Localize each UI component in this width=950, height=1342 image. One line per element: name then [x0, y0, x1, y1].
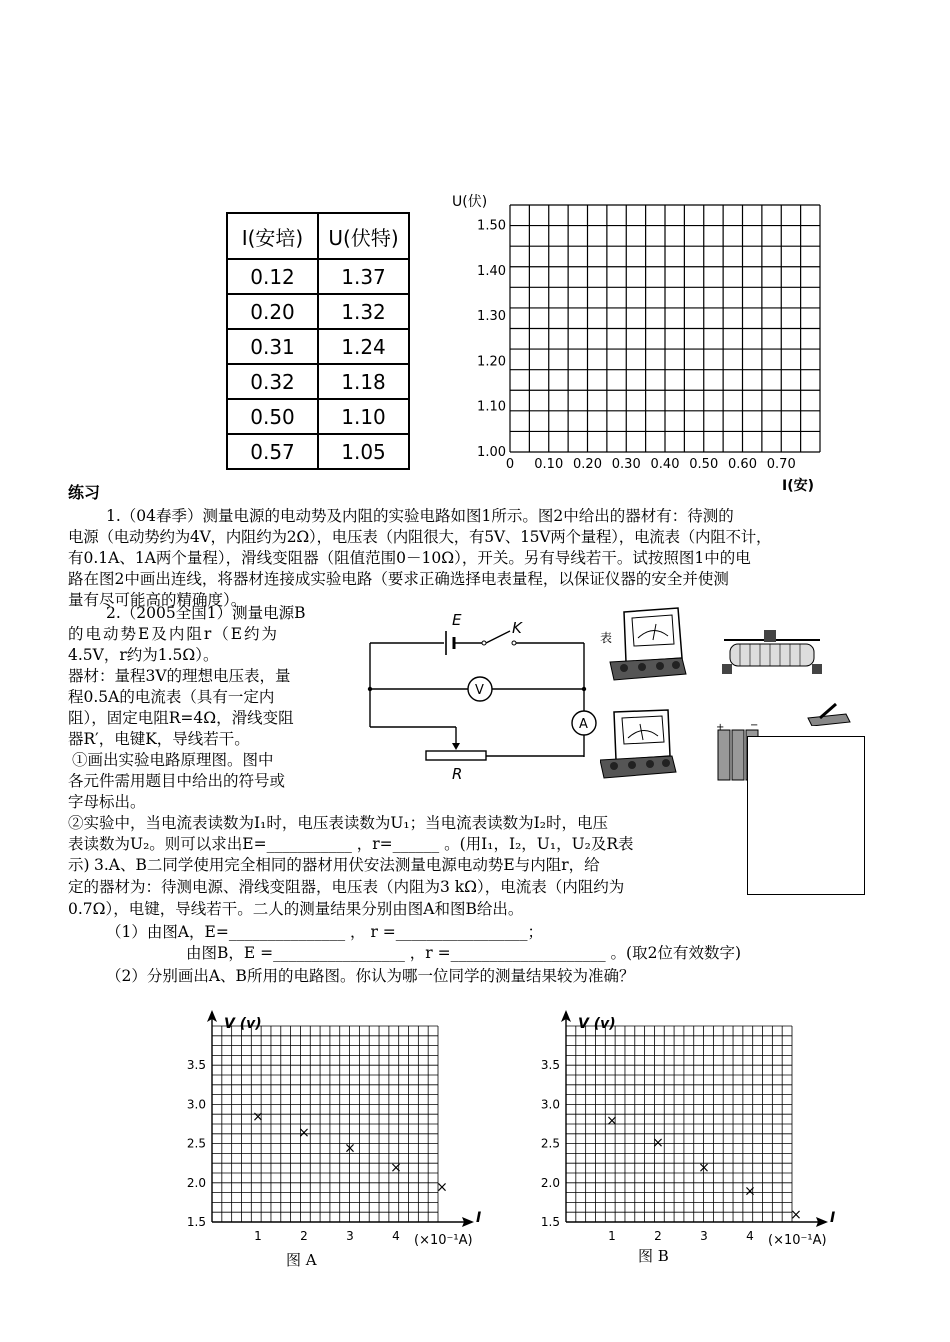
- circuit-label-a: A: [579, 717, 588, 732]
- problem-2-line: 字母标出。: [68, 793, 146, 811]
- table-cell: 1.05: [318, 434, 409, 469]
- y-tick-label: 2.5: [540, 1136, 560, 1151]
- problem-3-line: （1）由图A，E=_______________ ， r =_________________；: [106, 923, 544, 941]
- problem-2-line: 器R′，电键K，导线若干。: [68, 730, 250, 748]
- problem-3-line: 定的器材为：待测电源、滑线变阻器，电压表（内阻为3 kΩ），电流表（内阻约为: [68, 878, 625, 896]
- x-tick-label: 0.40: [650, 457, 680, 472]
- graph-b-caption: 图 B: [638, 1247, 669, 1265]
- problem-2-line: 2.（2005全国1）测量电源B: [106, 604, 306, 622]
- x-tick-label: 0: [505, 457, 515, 472]
- problem-2-line: 器材：量程3V的理想电压表，量: [68, 667, 291, 685]
- problem-2-line: 阻），固定电阻R=4Ω，滑线变阻: [68, 709, 294, 727]
- data-table: [226, 212, 410, 470]
- graph-xlabel: I: [830, 1210, 836, 1226]
- graph-ylabel: V (v): [578, 1016, 616, 1032]
- table-cell: 1.37: [318, 259, 409, 294]
- circuit-label-k: K: [512, 619, 522, 637]
- data-point: ×: [790, 1207, 802, 1224]
- y-tick-label: 2.0: [540, 1175, 560, 1190]
- meter-label: 表: [600, 631, 613, 645]
- circuit-diagram: [362, 605, 602, 785]
- problem-1-line: 1.（04春季）测量电源的电动势及内阻的实验电路如图1所示。图2中给出的器材有：待测的: [106, 507, 734, 525]
- table-cell: 1.24: [318, 329, 409, 364]
- x-tick-label: 3: [700, 1229, 708, 1243]
- x-tick-label: 0.30: [611, 457, 641, 472]
- graph-xunit: (×10⁻¹A): [414, 1233, 473, 1248]
- problem-2-line: 表读数为U₂。则可以求出E=___________ ，r=______ 。(用I₁，I₂，U₁，U₂及R表: [68, 835, 634, 853]
- problem-2-line: ①画出实验电路原理图。图中: [72, 751, 274, 769]
- x-tick-label: 4: [746, 1229, 754, 1243]
- data-point: ×: [252, 1109, 264, 1126]
- table-header: I(安培): [227, 213, 318, 259]
- problem-2-line: 示): [68, 856, 90, 874]
- x-tick-label: 0.50: [689, 457, 719, 472]
- table-cell: 0.50: [227, 399, 318, 434]
- x-tick-label: 1: [608, 1229, 616, 1243]
- graph-grid: [566, 1026, 792, 1222]
- x-tick-label: 4: [392, 1229, 400, 1243]
- data-point: ×: [390, 1160, 402, 1177]
- y-tick-label: 1.10: [477, 399, 506, 415]
- graph-ylabel: V (v): [224, 1016, 262, 1032]
- data-point: ×: [652, 1135, 664, 1152]
- table-row: [227, 434, 409, 469]
- x-tick-label: 0.60: [728, 457, 757, 472]
- table-row: [227, 399, 409, 434]
- chart-xlabel: I(安): [782, 478, 815, 494]
- y-tick-label: 1.30: [477, 309, 506, 325]
- y-tick-label: 1.20: [477, 354, 506, 370]
- ui-grid-chart: [440, 190, 840, 500]
- y-tick-label: 1.50: [477, 218, 506, 234]
- data-point: ×: [698, 1160, 710, 1177]
- problem-2-line: 各元件需用题目中给出的符号或: [68, 772, 286, 790]
- table-row: [227, 259, 409, 294]
- y-tick-label: 1.00: [477, 445, 506, 460]
- graph-a-caption: 图 A: [286, 1251, 317, 1269]
- data-point: ×: [606, 1113, 618, 1130]
- table-header: U(伏特): [318, 213, 409, 259]
- table-cell: 1.10: [318, 399, 409, 434]
- data-point: ×: [298, 1124, 310, 1141]
- problem-2-line: 4.5V，r约为1.5Ω）。: [68, 646, 219, 664]
- y-tick-label: 3.0: [186, 1097, 206, 1112]
- table-cell: 0.20: [227, 294, 318, 329]
- y-tick-label: 2.0: [186, 1175, 206, 1190]
- rheostat-image: [720, 628, 825, 678]
- x-tick-label: 2: [654, 1229, 662, 1243]
- x-tick-label: 0.70: [766, 457, 796, 472]
- y-tick-label: 3.5: [186, 1058, 206, 1073]
- y-tick-label: 1.5: [186, 1215, 206, 1229]
- table-row: [227, 329, 409, 364]
- problem-2-line: ②实验中，当电流表读数为I₁时，电压表读数为U₁；当电流表读数为I₂时，电压: [68, 814, 608, 832]
- circuit-label-v: V: [475, 683, 484, 698]
- x-tick-label: 0.20: [573, 457, 602, 472]
- problem-3-line: （2）分别画出A、B所用的电路图。你认为哪一位同学的测量结果较为准确？: [106, 967, 635, 985]
- svg-text:+: +: [716, 722, 725, 733]
- graph-xlabel: I: [476, 1210, 482, 1226]
- problem-1-line: 路在图2中画出连线，将器材连接成实验电路（要求正确选择电表量程，以保证仪器的安全并使测: [68, 570, 729, 588]
- problem-2-line: 程0.5A的电流表（具有一定内: [68, 688, 275, 706]
- chart-grid: [510, 205, 820, 452]
- problem-1-line: 电源（电动势约为4V，内阻约为2Ω），电压表（内阻很大，有5V、15V两个量程），电流表（内阻不计，: [68, 528, 772, 546]
- data-point: ×: [436, 1179, 448, 1196]
- x-tick-label: 2: [300, 1229, 308, 1243]
- y-tick-label: 1.5: [540, 1215, 560, 1229]
- table-cell: 0.57: [227, 434, 318, 469]
- graph-b: [526, 1008, 866, 1278]
- problem-3-line: 由图B，E =_________________ ，r =____________________ 。(取2位有效数字): [186, 944, 742, 962]
- graph-grid: [212, 1026, 438, 1222]
- data-point: ×: [344, 1140, 356, 1157]
- x-tick-label: 0.10: [534, 457, 564, 472]
- table-cell: 0.12: [227, 259, 318, 294]
- problem-3-line: 3.A、B二同学使用完全相同的器材用伏安法测量电源电动势E与内阻r，给: [94, 856, 600, 874]
- section-title: 练习: [68, 483, 101, 502]
- y-tick-label: 1.40: [477, 263, 506, 279]
- table-row: [227, 364, 409, 399]
- graph-xunit: (×10⁻¹A): [768, 1233, 827, 1248]
- problem-1-line: 量有尽可能高的精确度）。: [68, 591, 247, 609]
- chart-ylabel: U(伏): [452, 194, 488, 210]
- graph-a: [172, 1008, 512, 1278]
- table-cell: 0.31: [227, 329, 318, 364]
- x-tick-label: 1: [254, 1229, 262, 1243]
- table-row: [227, 294, 409, 329]
- problem-1-line: 有0.1A、1A两个量程），滑线变阻器（阻值范围0－10Ω），开关。另有导线若干。试按照图1中的电: [68, 549, 751, 567]
- voltmeter-image: [600, 708, 680, 780]
- y-tick-label: 3.0: [540, 1097, 560, 1112]
- circuit-label-r: R: [452, 765, 463, 783]
- x-tick-label: 3: [346, 1229, 354, 1243]
- problem-2-line: 的电动势E及内阻r（E约为: [68, 625, 280, 643]
- circuit-label-e: E: [452, 611, 462, 629]
- table-cell: 1.18: [318, 364, 409, 399]
- answer-box: [747, 736, 865, 895]
- ammeter-image: [608, 606, 688, 688]
- y-tick-label: 2.5: [186, 1136, 206, 1151]
- y-tick-label: 3.5: [540, 1058, 560, 1073]
- svg-text:−: −: [750, 720, 759, 731]
- table-cell: 1.32: [318, 294, 409, 329]
- data-point: ×: [744, 1183, 756, 1200]
- switch-image: [806, 700, 852, 726]
- table-cell: 0.32: [227, 364, 318, 399]
- table-header-row: [227, 213, 409, 259]
- problem-3-line: 0.7Ω），电键，导线若干。二人的测量结果分别由图A和图B给出。: [68, 900, 524, 918]
